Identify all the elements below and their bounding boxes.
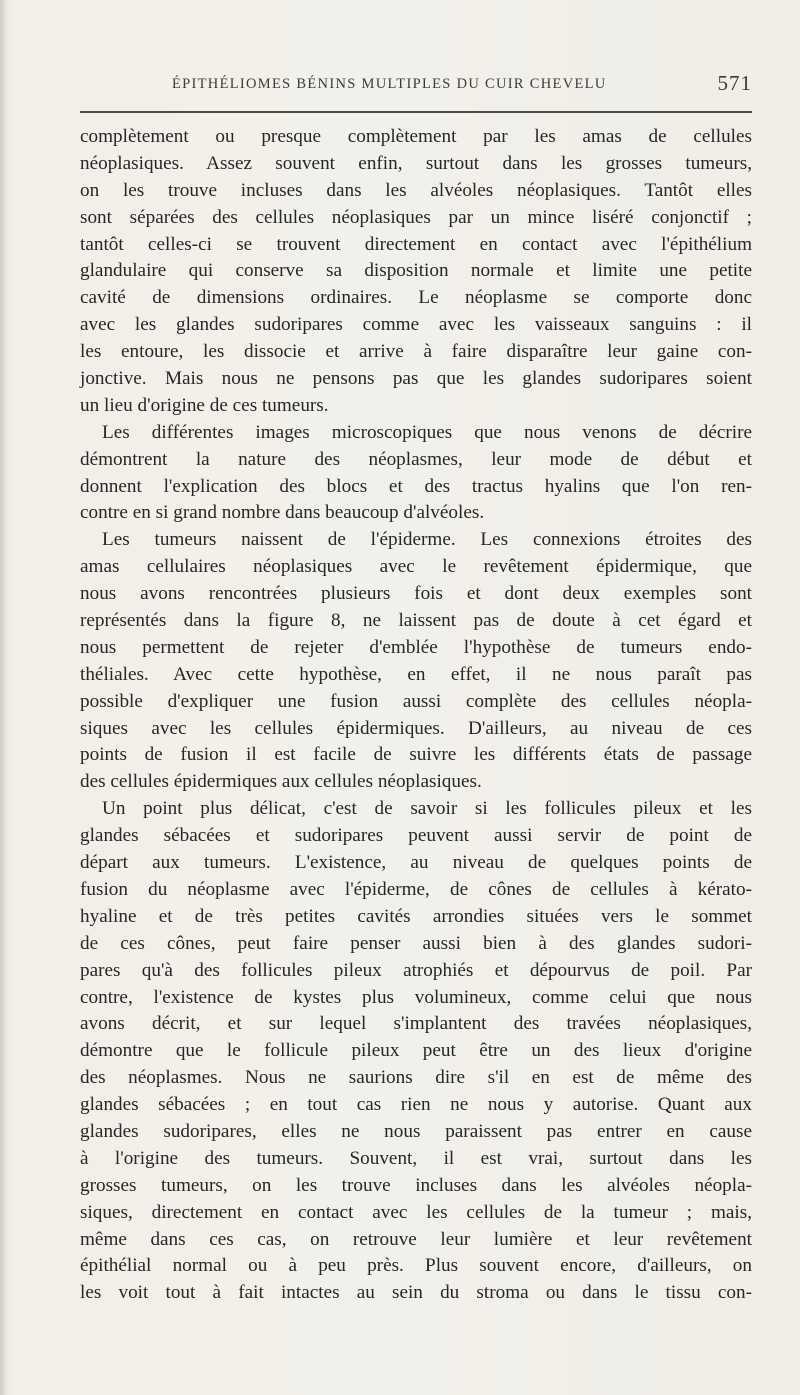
text-line: possible d'expliquer une fusion aussi complète des cellules néopla- [80, 690, 752, 712]
text-line: démontre que le follicule pileux peut être un des lieux d'origine [80, 1040, 752, 1062]
text-line: démontrent la nature des néoplasmes, leur mode de début et [80, 448, 752, 470]
text-line: contre, l'existence de kystes plus volumineux, comme celui que nous [80, 986, 752, 1008]
text-line: Les tumeurs naissent de l'épiderme. Les connexions étroites des [102, 529, 752, 551]
text-line: nous permettent de rejeter d'emblée l'hypothèse de tumeurs endo- [80, 636, 752, 658]
text-line: cavité de dimensions ordinaires. Le néoplasme se comporte donc [80, 287, 752, 309]
text-line: à l'origine des tumeurs. Souvent, il est vrai, surtout dans les [80, 1147, 752, 1169]
text-line: complètement ou presque complètement par les amas de cellules [80, 126, 752, 147]
text-line: on les trouve incluses dans les alvéoles néoplasiques. Tantôt elles [80, 179, 752, 201]
header-rule [80, 111, 752, 113]
text-line: siques, directement en contact avec les cellules de la tumeur ; mais, [80, 1201, 752, 1223]
text-line: contre en si grand nombre dans beaucoup d'alvéoles. [80, 502, 485, 524]
text-line: donnent l'explication des blocs et des tractus hyalins que l'on ren- [80, 475, 752, 497]
text-line: pares qu'à des follicules pileux atrophiés et dépourvus de poil. Par [80, 959, 752, 981]
text-line: jonctive. Mais nous ne pensons pas que les glandes sudoripares soient [80, 368, 752, 390]
text-line: nous avons rencontrées plusieurs fois et dont deux exemples sont [80, 583, 752, 605]
text-line: glandes sébacées et sudoripares peuvent aussi servir de point de [80, 825, 752, 847]
text-line: glandulaire qui conserve sa disposition normale et limite une petite [80, 260, 752, 282]
text-line: glandes sudoripares, elles ne nous paraissent pas entrer en cause [80, 1120, 752, 1142]
text-line: épithélial normal ou à peu près. Plus souvent encore, d'ailleurs, on [80, 1255, 752, 1277]
page-number: 571 [717, 71, 752, 95]
text-line: les entoure, les dissocie et arrive à faire disparaître leur gaine con- [80, 341, 752, 363]
text-line: Un point plus délicat, c'est de savoir si les follicules pileux et les [102, 798, 752, 820]
text-line: néoplasiques. Assez souvent enfin, surtout dans les grosses tumeurs, [80, 152, 752, 174]
text-line: départ aux tumeurs. L'existence, au niveau de quelques points de [80, 852, 752, 874]
text-line: des néoplasmes. Nous ne saurions dire s'il en est de même des [80, 1067, 752, 1089]
text-line: représentés dans la figure 8, ne laissent pas de doute à cet égard et [80, 610, 752, 632]
text-line: grosses tumeurs, on les trouve incluses dans les alvéoles néopla- [80, 1174, 752, 1196]
text-line: avons décrit, et sur lequel s'implantent des travées néoplasiques, [80, 1013, 752, 1035]
text-line: siques avec les cellules épidermiques. D'ailleurs, au niveau de ces [80, 717, 752, 739]
text-line: points de fusion il est facile de suivre les différents états de passage [80, 744, 752, 766]
page-binding-edge [0, 0, 6, 1395]
text-line: Les différentes images microscopiques que nous venons de décrire [102, 421, 752, 443]
body-text [80, 124, 752, 1307]
text-line: les voit tout à fait intactes au sein du stroma ou dans le tissu con- [80, 1282, 752, 1304]
text-line: fusion du néoplasme avec l'épiderme, de cônes de cellules à kérato- [80, 878, 752, 900]
page-header [80, 71, 752, 98]
text-line: amas cellulaires néoplasiques avec le revêtement épidermique, que [80, 556, 752, 578]
text-line: tantôt celles-ci se trouvent directement en contact avec l'épithélium [80, 233, 752, 255]
running-title: ÉPITHÉLIOMES BÉNINS MULTIPLES DU CUIR CHEVELU [172, 76, 607, 92]
text-line: sont séparées des cellules néoplasiques par un mince liséré conjonctif ; [80, 206, 752, 228]
text-line: un lieu d'origine de ces tumeurs. [80, 394, 329, 416]
text-line: hyaline et de très petites cavités arrondies situées vers le sommet [80, 905, 752, 927]
text-line: des cellules épidermiques aux cellules néoplasiques. [80, 771, 482, 793]
text-line: même dans ces cas, on retrouve leur lumière et leur revêtement [80, 1228, 752, 1250]
text-line: théliales. Avec cette hypothèse, en effet, il ne nous paraît pas [80, 663, 752, 685]
text-line: avec les glandes sudoripares comme avec les vaisseaux sanguins : il [80, 314, 752, 336]
text-line: de ces cônes, peut faire penser aussi bien à des glandes sudori- [80, 932, 752, 954]
text-line: glandes sébacées ; en tout cas rien ne nous y autorise. Quant aux [80, 1094, 752, 1116]
